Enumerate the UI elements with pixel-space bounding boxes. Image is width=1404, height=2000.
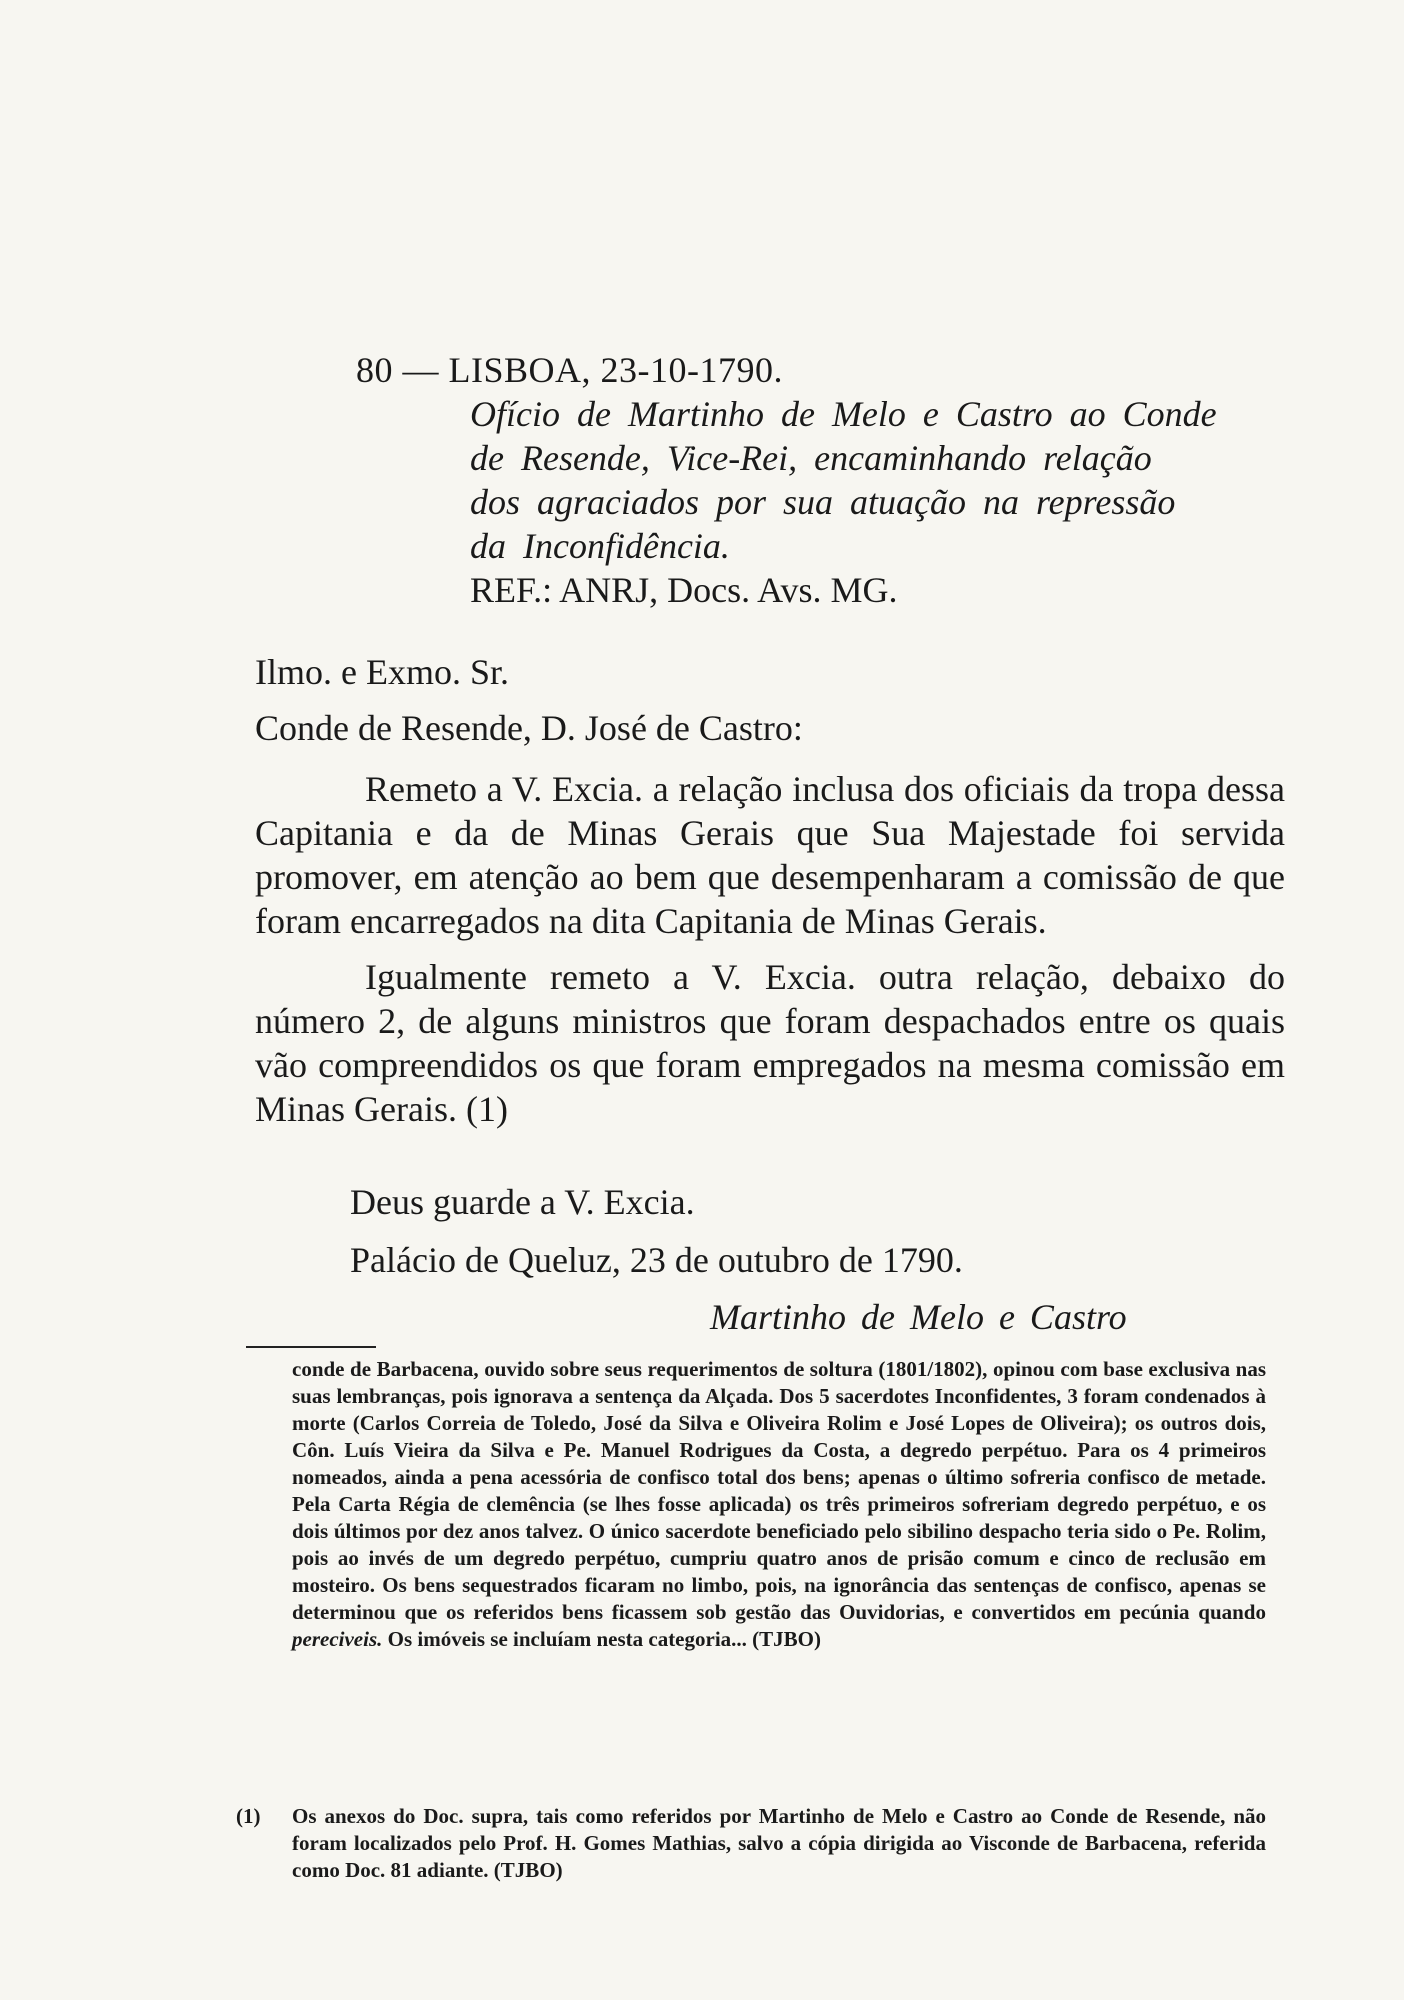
footnote-continuation-italic: pereciveis. <box>292 1627 383 1651</box>
footnote-1-label: (1) <box>236 1804 261 1828</box>
footnote-continuation <box>292 1356 1266 1653</box>
signature: Martinho de Melo e Castro <box>710 1297 1127 1337</box>
salutation-line-1: Ilmo. e Exmo. Sr. <box>255 652 509 692</box>
subject-line-4: da Inconfidência. <box>470 526 730 566</box>
footnote-continuation-end: Os imóveis se incluíam nesta categoria... (TJBO) <box>387 1627 821 1651</box>
subject-line-3: dos agraciados por sua atuação na repressão <box>470 482 1176 522</box>
footnote-continuation-text: conde de Barbacena, ouvido sobre seus requerimentos de soltura (1801/1802), opinou com base exclusiva nas suas lembranças, pois ignorava a sentença da Alçada. Dos 5 sacerdotes Inconfidentes, 3 foram condenados à morte (Carlos Correia de Toledo, José da Silva e Oliveira Rolim e José Lopes de Oliveira); os outros dois, Côn. Luís Vieira da Silva e Pe. Manuel Rodrigues da Costa, a degredo perpétuo. Para os 4 primeiros nomeados, ainda a pena acessória de confisco total dos bens; apenas o último sofreria confisco de metade. Pela Carta Régia de clemência (se lhes fosse aplicada) os três primeiros sofreriam degredo perpétuo, e os dois últimos por dez anos talvez. O único sacerdote beneficiado pelo sibilino despacho teria sido o Pe. Rolim, pois ao invés de um degredo perpétuo, cumpriu quatro anos de prisão comum e cinco de reclusão em mosteiro. Os bens sequestrados ficaram no limbo, pois, na ignorância das sentenças de confisco, apenas se determinou que os referidos bens ficassem sob gestão das Ouvidorias, e convertidos em pecúnia quando <box>292 1357 1266 1624</box>
subject-line-1: Ofício de Martinho de Melo e Castro ao Conde <box>470 394 1217 434</box>
footnote-divider <box>246 1346 376 1348</box>
document-header <box>356 348 1296 612</box>
closing-line-1: Deus guarde a V. Excia. <box>350 1182 695 1222</box>
footnote-1-text: Os anexos do Doc. supra, tais como referidos por Martinho de Melo e Castro ao Conde de Resende, não foram localizados pelo Prof. H. Gomes Mathias, salvo a cópia dirigida ao Visconde de Barbacena, referida como Doc. 81 adiante. (TJBO) <box>292 1804 1266 1882</box>
letter-body <box>255 767 1285 1131</box>
body-paragraph-2: Igualmente remeto a V. Excia. outra relação, debaixo do número 2, de alguns ministros que foram despachados entre os quais vão compreendidos os que foram empregados na mesma comissão em Minas Gerais. (1) <box>255 957 1285 1129</box>
salutation-line-2: Conde de Resende, D. José de Castro: <box>255 708 803 748</box>
closing-line-2: Palácio de Queluz, 23 de outubro de 1790. <box>350 1240 963 1280</box>
document-number-line: 80 — LISBOA, 23-10-1790. <box>356 350 783 390</box>
reference-line: REF.: ANRJ, Docs. Avs. MG. <box>470 570 898 610</box>
subject-line-2: de Resende, Vice-Rei, encaminhando relação <box>470 438 1152 478</box>
body-paragraph-1: Remeto a V. Excia. a relação inclusa dos oficiais da tropa dessa Capitania e da de Minas Gerais que Sua Majestade foi servida promover, em atenção ao bem que desempenharam a comissão de que foram encarregados na dita Capitania de Minas Gerais. <box>255 769 1285 941</box>
